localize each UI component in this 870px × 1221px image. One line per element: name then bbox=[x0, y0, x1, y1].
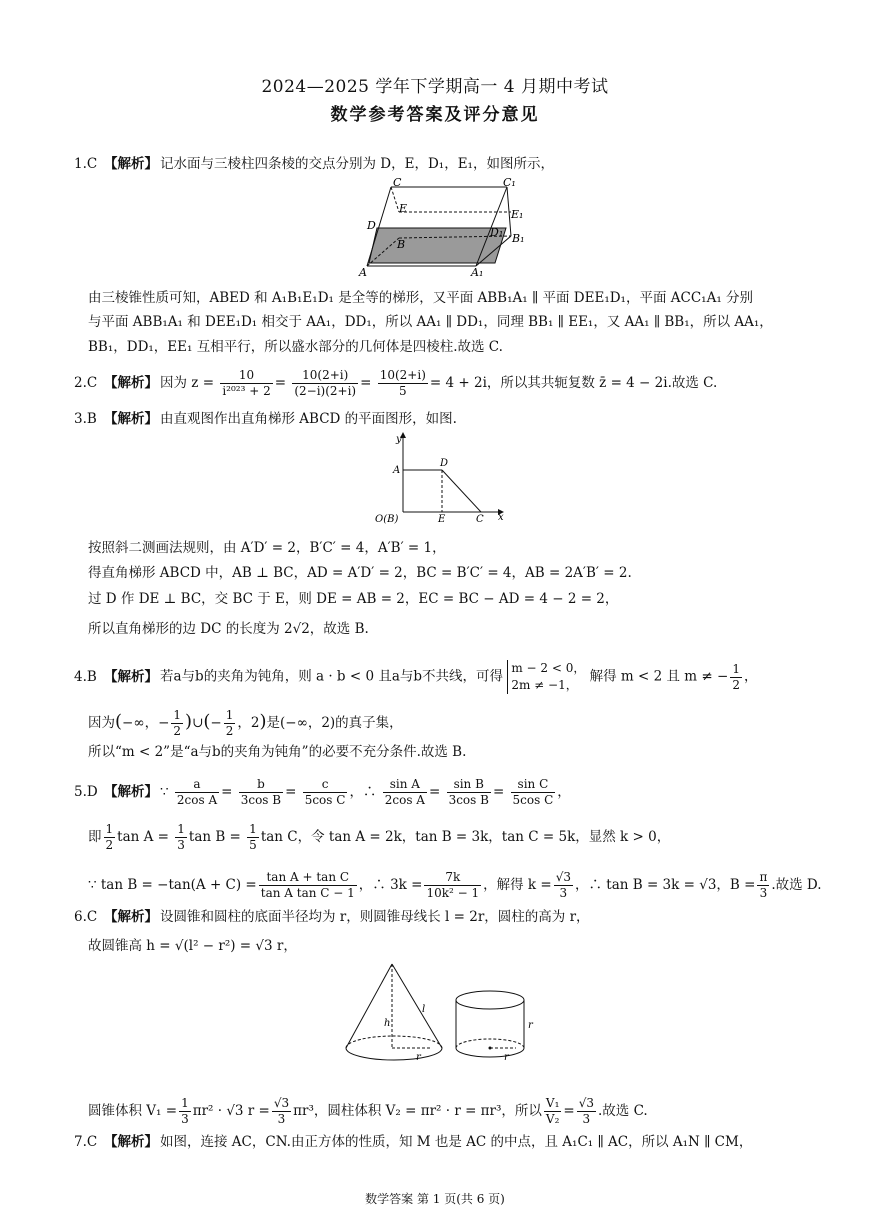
q4-system: m − 2 < 0， 2m ≠ −1， bbox=[507, 660, 585, 694]
q5-line3: ∵ tan B = −tan(A + C) = $\frac{\text{tan A + tan C}}{\text{tan A tan C − 1}}$ ，∴ 3k = $\frac{7k}{\text{10k² − 1}}$ ，解得 k = $\frac{√3}{3}$ ，∴ tan B = 3k = √3，B = $\frac{\pi}{3}$ .故选 D. bbox=[88, 870, 822, 900]
q3-number: 3.B bbox=[74, 411, 97, 427]
q3-line3: 得直角梯形 ABCD 中，AB ⊥ BC，AD = A′D′ = 2，BC = B′C′ = 4，AB = 2A′B′ = 2. bbox=[88, 565, 632, 581]
q5-tag: 【解析】 bbox=[104, 784, 158, 800]
q3-label-C: C bbox=[476, 514, 484, 525]
q7-line1 bbox=[74, 1133, 752, 1151]
q2-frac1: $\frac{10}{\text{i²⁰²³ + 2}}$ bbox=[222, 368, 271, 398]
q3-label-x: x bbox=[498, 512, 504, 523]
q1-label-D1: D₁ bbox=[490, 226, 504, 239]
q6-label-h: h bbox=[384, 1018, 391, 1029]
q4-frac-half: $\frac{1}{2}$ bbox=[732, 661, 740, 692]
q4-line2: 因为(−∞，− $\frac{1}{2}$ )∪(− $\frac{1}{2}$ ，2)是(−∞，2)的真子集， bbox=[88, 708, 403, 738]
q3-label-y: y bbox=[396, 434, 402, 445]
q1-line1 bbox=[74, 155, 554, 173]
q1-text1: 记水面与三棱柱四条棱的交点分别为 D，E，D₁，E₁，如图所示， bbox=[160, 156, 554, 172]
q1-line3: 与平面 ABB₁A₁ 和 DEE₁D₁ 相交于 AA₁，DD₁，所以 AA₁ ∥ DD₁，同理 BB₁ ∥ EE₁，又 AA₁ ∥ BB₁，所以 AA₁， bbox=[88, 314, 773, 330]
q4-post: 解得 m < 2 且 m ≠ − bbox=[589, 668, 729, 685]
q3-label-E: E bbox=[438, 514, 446, 525]
q6-text1: 设圆锥和圆柱的底面半径均为 r，则圆锥母线长 l = 2r，圆柱的高为 r， bbox=[160, 909, 590, 925]
q6-cone-cylinder-figure bbox=[340, 960, 560, 1070]
q2-line1: 2.C 【解析】 因为 z = $\frac{10}{\text{i²⁰²³ + 2}}$ = $\frac{10(2+i)}{(2-i)(2+i)}$ = $\frac{10(2+i)}{5}$ = 4 + 2i，所以其共轭复数 z̄ = 4 − 2i.故选 C. bbox=[74, 368, 718, 398]
q6-line1 bbox=[74, 908, 590, 926]
q1-label-E: E bbox=[399, 202, 408, 215]
q3-label-A: A bbox=[393, 465, 401, 476]
q1-label-B: B bbox=[397, 238, 406, 251]
q5-line1: 5.D 【解析】 ∵ $\frac{a}{\text{2cos A}}$ = $\frac{b}{\text{3cos B}}$ = $\frac{c}{\text{5cos C}}$ ，∴ $\frac{\text{sin A}}{\text{2cos A}}$ = $\frac{\text{sin B}}{\text{3cos B}}$ = $\frac{\text{sin C}}{\text{5cos C}}$ ， bbox=[74, 777, 571, 807]
q6-line2: 故圆锥高 h = √(l² − r²) = √3 r， bbox=[88, 938, 297, 954]
q3-line1 bbox=[74, 410, 457, 428]
q2-post: = 4 + 2i，所以其共轭复数 z̄ = 4 − 2i.故选 C. bbox=[429, 375, 718, 391]
q4-pre: 若a与b的夹角为钝角，则 a · b < 0 且a与b不共线，可得 bbox=[160, 668, 504, 685]
q1-line2: 由三棱锥性质可知，ABED 和 A₁B₁E₁D₁ 是全等的梯形，又平面 ABB₁A₁ ∥ 平面 DEE₁D₁，平面 ACC₁A₁ 分别 bbox=[88, 290, 754, 306]
q6-number: 6.C bbox=[74, 909, 98, 925]
q6-label-l: l bbox=[422, 1004, 426, 1015]
page-subtitle: 数学参考答案及评分意见 bbox=[330, 105, 540, 125]
q4-line1: 4.B 【解析】 若a与b的夹角为钝角，则 a · b < 0 且a与b不共线，可得 m − 2 < 0， 2m ≠ −1， 解得 m < 2 且 m ≠ − $\frac{1}{2}$ ， bbox=[74, 661, 758, 692]
q1-label-A: A bbox=[359, 266, 367, 279]
q1-number: 1.C bbox=[74, 156, 98, 172]
q3-label-D: D bbox=[440, 458, 449, 469]
q5-number: 5.D bbox=[74, 784, 98, 800]
q2-number: 2.C bbox=[74, 375, 98, 391]
q3-label-O: O(B) bbox=[375, 514, 399, 525]
q3-line2: 按照斜二测画法规则，由 A′D′ = 2，B′C′ = 4，A′B′ = 1， bbox=[88, 540, 446, 556]
q1-label-C: C bbox=[393, 178, 402, 189]
q3-trapezoid-figure bbox=[368, 430, 518, 525]
q1-label-A1: A₁ bbox=[471, 266, 484, 279]
q3-tag: 【解析】 bbox=[104, 411, 158, 427]
q7-number: 7.C bbox=[74, 1134, 98, 1150]
q6-tag: 【解析】 bbox=[104, 909, 158, 925]
q4-number: 4.B bbox=[74, 668, 97, 685]
q3-text1: 由直观图作出直角梯形 ABCD 的平面图形，如图. bbox=[160, 411, 457, 427]
q4-tag: 【解析】 bbox=[104, 668, 158, 685]
q3-line4: 过 D 作 DE ⊥ BC，交 BC 于 E，则 DE = AB = 2，EC = BC − AD = 4 − 2 = 2， bbox=[88, 591, 619, 607]
q2-frac2: $\frac{10(2+i)}{(2-i)(2+i)}$ bbox=[294, 368, 357, 398]
q7-text1: 如图，连接 AC，CN.由正方体的性质，知 M 也是 AC 的中点，且 A₁C₁ ∥ AC，所以 A₁N ∥ CM， bbox=[160, 1134, 753, 1150]
q2-tag: 【解析】 bbox=[104, 375, 158, 391]
q2-pre: 因为 z = bbox=[160, 375, 215, 391]
q3-line5: 所以直角梯形的边 DC 的长度为 2√2，故选 B. bbox=[88, 621, 369, 637]
q1-label-E1: E₁ bbox=[511, 208, 524, 221]
page-footer: 数学答案 第 1 页(共 6 页) bbox=[365, 1192, 505, 1206]
q6-label-r-cyl-height: r bbox=[528, 1020, 533, 1031]
q4-line3: 所以“m < 2”是“a与b的夹角为钝角”的必要不充分条件.故选 B. bbox=[88, 744, 467, 760]
q2-frac3: $\frac{10(2+i)}{5}$ bbox=[379, 368, 426, 398]
page-title: 2024—2025 学年下学期高一 4 月期中考试 bbox=[261, 77, 609, 97]
q6-label-r-cyl-base: r bbox=[504, 1052, 509, 1063]
q1-label-B1: B₁ bbox=[512, 232, 525, 245]
q1-tag: 【解析】 bbox=[104, 156, 158, 172]
q1-label-D: D bbox=[367, 219, 376, 232]
q5-line2: 即 $\frac{1}{2}$ tan A = $\frac{1}{3}$ tan B = $\frac{1}{5}$ tan C，令 tan A = 2k，tan B = 3k，tan C = 5k，显然 k > 0， bbox=[88, 822, 671, 852]
q1-label-C1: C₁ bbox=[503, 178, 516, 189]
q1-line4: BB₁，DD₁，EE₁ 互相平行，所以盛水部分的几何体是四棱柱.故选 C. bbox=[88, 339, 503, 355]
q6-label-r-cone: r bbox=[416, 1052, 421, 1063]
q1-prism-figure bbox=[355, 178, 535, 280]
q7-tag: 【解析】 bbox=[104, 1134, 158, 1150]
q6-line3: 圆锥体积 V₁ = $\frac{1}{3}$ πr² · √3 r = $\frac{√3}{3}$ πr³，圆柱体积 V₂ = πr² · r = πr³，所以 $\frac{\text{V₁}}{\text{V₂}}$ = $\frac{√3}{3}$ .故选 C. bbox=[88, 1096, 648, 1126]
